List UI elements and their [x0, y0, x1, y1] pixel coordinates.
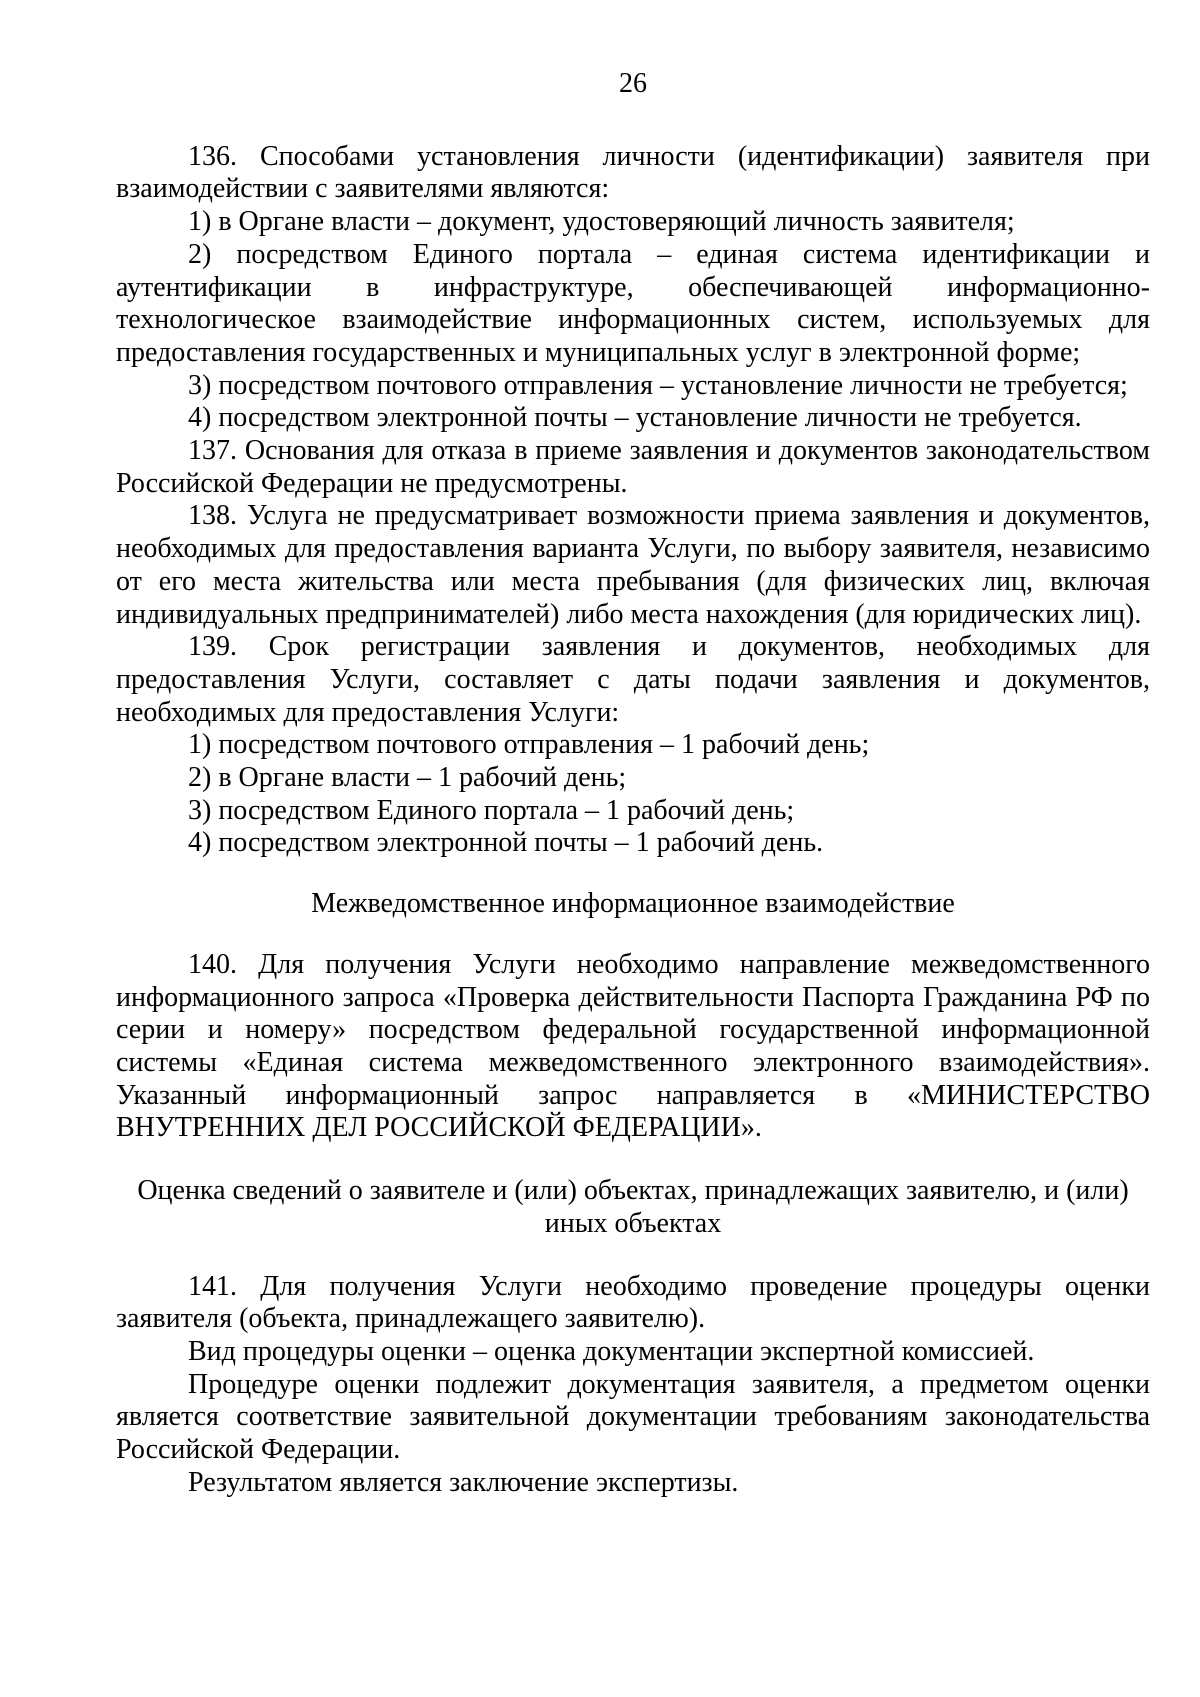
paragraph-136-item-4: 4) посредством электронной почты – установление личности не требуется.: [188, 402, 1082, 434]
paragraph-137: 137. Основания для отказа в приеме заявления и документов законодательством Российской Федерации не предусмотрены.: [116, 435, 1150, 499]
paragraph-141-result: Результатом является заключение экспертизы.: [188, 1466, 739, 1498]
section-heading-assessment-line-2: иных объектах: [544, 1207, 722, 1239]
page-number: 26: [619, 68, 647, 99]
paragraph-139-item-4: 4) посредством электронной почты – 1 рабочий день.: [188, 827, 824, 859]
section-heading-assessment: [116, 1175, 1150, 1240]
section-heading-interagency: Межведомственное информационное взаимодействие: [311, 888, 955, 920]
paragraph-139-item-2: 2) в Органе власти – 1 рабочий день;: [188, 762, 627, 794]
paragraph-136: 136. Способами установления личности (идентификации) заявителя при взаимодействии с заявителями являются:: [116, 140, 1150, 205]
document-page: [116, 68, 1150, 1499]
paragraph-141-procedure-type: Вид процедуры оценки – оценка документации экспертной комиссией.: [188, 1335, 1035, 1367]
paragraph-139: 139. Срок регистрации заявления и документов, необходимых для предоставления Услуги, составляет с даты подачи заявления и документов, необходимых для предоставления Услуги:: [116, 631, 1150, 728]
paragraph-139-item-1: 1) посредством почтового отправления – 1 рабочий день;: [188, 729, 870, 761]
paragraph-138: 138. Услуга не предусматривает возможности приема заявления и документов, необходимых для предоставления варианта Услуги, по выбору заявителя, независимо от его места жительства или места пребывания (для физических лиц, включая индивидуальных предпринимателей) либо места нахождения (для юридических лиц).: [116, 500, 1150, 630]
paragraph-136-item-1: 1) в Органе власти – документ, удостоверяющий личность заявителя;: [188, 206, 1015, 238]
paragraph-136-item-2: 2) посредством Единого портала – единая система идентификации и аутентификации в инфраструктуре, обеспечивающей информационно-технологическое взаимодействие информационных систем, используемых для предоставления государственных и муниципальных услуг в электронной форме;: [116, 238, 1150, 368]
section-heading-assessment-line-1: Оценка сведений о заявителе и (или) объектах, принадлежащих заявителю, и (или): [137, 1175, 1129, 1207]
paragraph-141: 141. Для получения Услуги необходимо проведение процедуры оценки заявителя (объекта, принадлежащего заявителю).: [116, 1270, 1150, 1335]
paragraph-136-item-3: 3) посредством почтового отправления – установление личности не требуется;: [188, 369, 1128, 401]
paragraph-139-item-3: 3) посредством Единого портала – 1 рабочий день;: [188, 794, 795, 826]
paragraph-140: 140. Для получения Услуги необходимо направление межведомственного информационного запроса «Проверка действительности Паспорта Гражданина РФ по серии и номеру» посредством федеральной государственной информационной системы «Единая система межведомственного электронного взаимодействия». Указанный информационный запрос направляется в «МИНИСТЕРСТВО ВНУТРЕННИХ ДЕЛ РОССИЙСКОЙ ФЕДЕРАЦИИ».: [116, 948, 1150, 1144]
paragraph-141-procedure-subject: Процедуре оценки подлежит документация заявителя, а предметом оценки является соответствие заявительной документации требованиям законодательства Российской Федерации.: [116, 1368, 1150, 1466]
